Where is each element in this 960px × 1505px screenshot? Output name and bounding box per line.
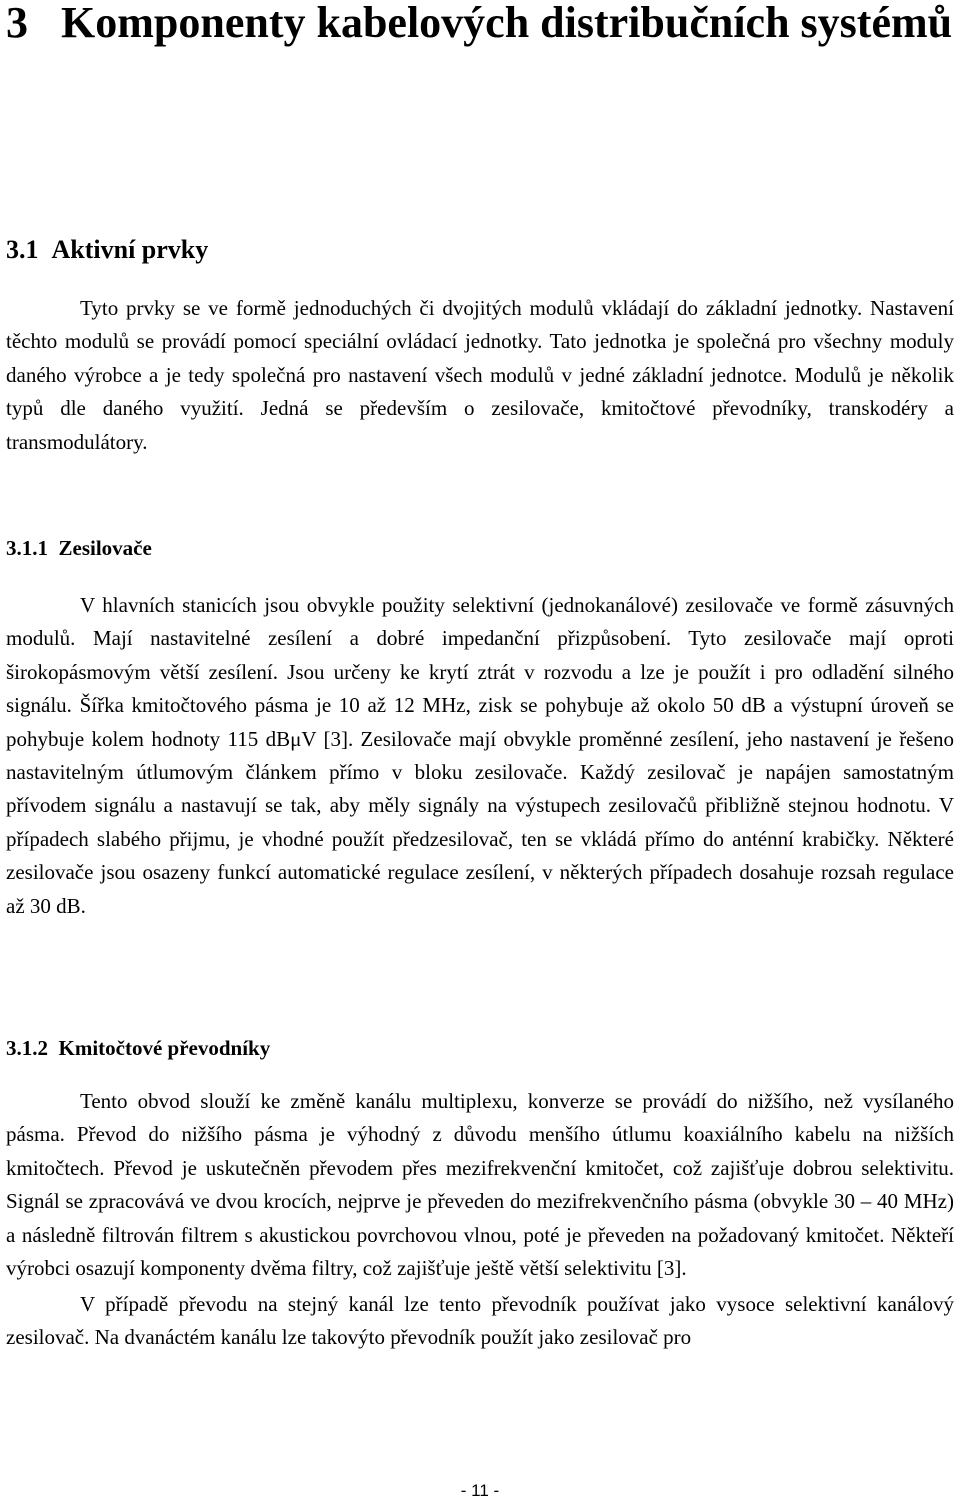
section-number: 3.1.2 [6, 1036, 48, 1060]
section-3-1-2-paragraph-1: Tento obvod slouží ke změně kanálu multiplexu, konverze se provádí do nižšího, než vysílaného pásma. Převod do nižšího pásma je výhodný z důvodu menšího útlumu koaxiálního kabelu na nižších kmitočtech. Převod je uskutečněn převodem přes mezifrekvenční kmitočet, což zajišťuje dobrou selektivitu. Signál se zpracovává ve dvou krocích, nejprve je převeden do mezifrekvenčního pásma (obvykle 30 – 40 MHz) a následně filtrován filtrem s akustickou povrchovou vlnou, poté je převeden na požadovaný kmitočet. Někteří výrobci osazují komponenty dvěma filtry, což zajišťuje ještě větší selektivitu [3]. [6, 1089, 954, 1281]
section-heading-3-1-2 [6, 1034, 270, 1062]
section-title: Zesilovače [58, 536, 152, 560]
chapter-number: 3 [6, 0, 28, 47]
section-heading-3-1 [6, 234, 208, 266]
section-3-1-1-paragraph: V hlavních stanicích jsou obvykle použity selektivní (jednokanálové) zesilovače ve formě zásuvných modulů. Mají nastavitelné zesílení a dobré impedanční přizpůsobení. Tyto zesilovače mají oproti širokopásmovým větší zesílení. Jsou určeny ke krytí ztrát v rozvodu a lze je použít i pro odladění silného signálu. Šířka kmitočtového pásma je 10 až 12 MHz, zisk se pohybuje až okolo 50 dB a výstupní úroveň se pohybuje kolem hodnoty 115 dBμV [3]. Zesilovače mají obvykle proměnné zesílení, jeho nastavení je řešeno nastavitelným útlumovým článkem přímo v bloku zesilovače. Každý zesilovač je napájen samostatným přívodem signálu a nastavují se tak, aby měly signály na výstupech zesilovačů přibližně stejnou hodnotu. V případech slabého přijmu, je vhodné použít předzesilovač, ten se vkládá přímo do anténní krabičky. Některé zesilovače jsou osazeny funkcí automatické regulace zesílení, v některých případech dosahuje rozsah regulace až 30 dB. [6, 593, 954, 918]
section-3-1-2-paragraph-2: V případě převodu na stejný kanál lze tento převodník používat jako vysoce selektivní kanálový zesilovač. Na dvanáctém kanálu lze takovýto převodník použít jako zesilovač pro [6, 1292, 954, 1350]
section-number: 3.1 [6, 235, 39, 264]
section-title: Aktivní prvky [51, 235, 209, 264]
page-number: - 11 - [460, 1481, 500, 1500]
chapter-title: Komponenty kabelových distribučních systémů [61, 0, 953, 47]
section-title: Kmitočtové převodníky [58, 1036, 271, 1060]
chapter-heading [6, 0, 954, 50]
section-3-1-paragraph: Tyto prvky se ve formě jednoduchých či dvojitých modulů vkládají do základní jednotky. Nastavení těchto modulů se provádí pomocí speciální ovládací jednotky. Tato jednotka je společná pro všechny moduly daného výrobce a je tedy společná pro nastavení všech modulů v jedné základní jednotce. Modulů je několik typů dle daného využití. Jedná se především o zesilovače, kmitočtové převodníky, transkodéry a transmodulátory. [6, 296, 954, 454]
section-heading-3-1-1 [6, 534, 152, 562]
section-number: 3.1.1 [6, 536, 48, 560]
